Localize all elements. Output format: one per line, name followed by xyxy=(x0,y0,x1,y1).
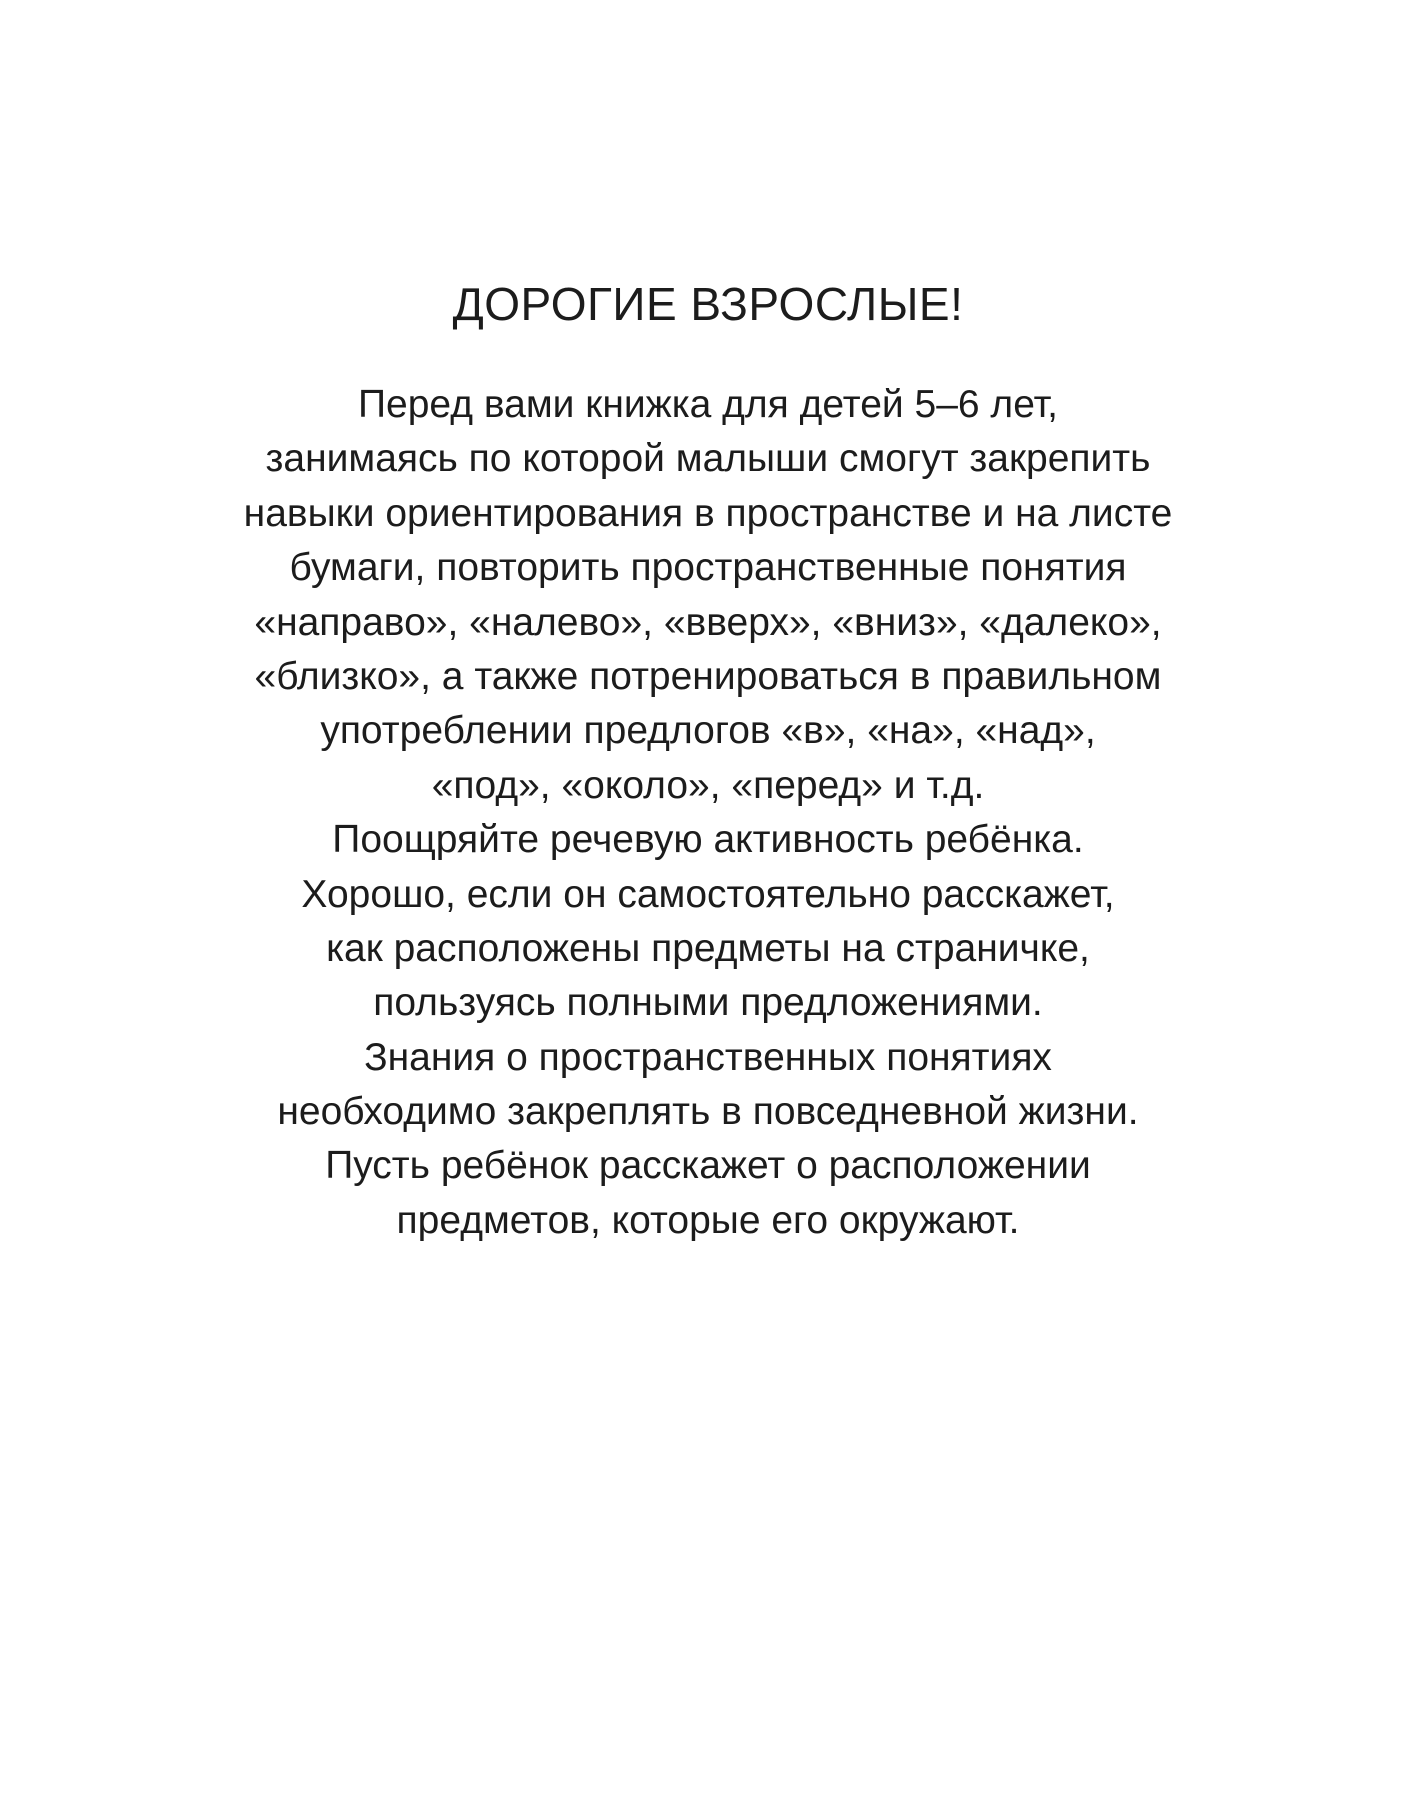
body-text xyxy=(0,378,1416,1248)
body-line: необходимо закреплять в повседневной жизни. xyxy=(277,1090,1139,1134)
body-line: навыки ориентирования в пространстве и на листе xyxy=(243,491,1173,535)
body-line: предметов, которые его окружают. xyxy=(396,1198,1020,1242)
body-line: Хорошо, если он самостоятельно расскажет, xyxy=(301,872,1115,916)
body-line: Знания о пространственных понятиях xyxy=(364,1035,1052,1079)
body-line: «близко», а также потренироваться в правильном xyxy=(254,654,1162,698)
body-line: Пусть ребёнок расскажет о расположении xyxy=(325,1144,1091,1188)
body-line: занимаясь по которой малыши смогут закрепить xyxy=(265,437,1151,481)
body-line: Перед вами книжка для детей 5–6 лет, xyxy=(358,383,1058,426)
page-heading: ДОРОГИЕ ВЗРОСЛЫЕ! xyxy=(452,278,964,330)
body-line: как расположены предметы на страничке, xyxy=(326,926,1090,970)
body-line: пользуясь полными предложениями. xyxy=(373,981,1043,1025)
body-line: употреблении предлогов «в», «на», «над», xyxy=(320,709,1096,753)
body-line: «направо», «налево», «вверх», «вниз», «далеко», xyxy=(254,600,1162,644)
body-line: Поощряйте речевую активность ребёнка. xyxy=(332,818,1084,862)
body-line: бумаги, повторить пространственные понятия xyxy=(289,546,1127,590)
body-line: «под», «около», «перед» и т.д. xyxy=(431,763,985,807)
